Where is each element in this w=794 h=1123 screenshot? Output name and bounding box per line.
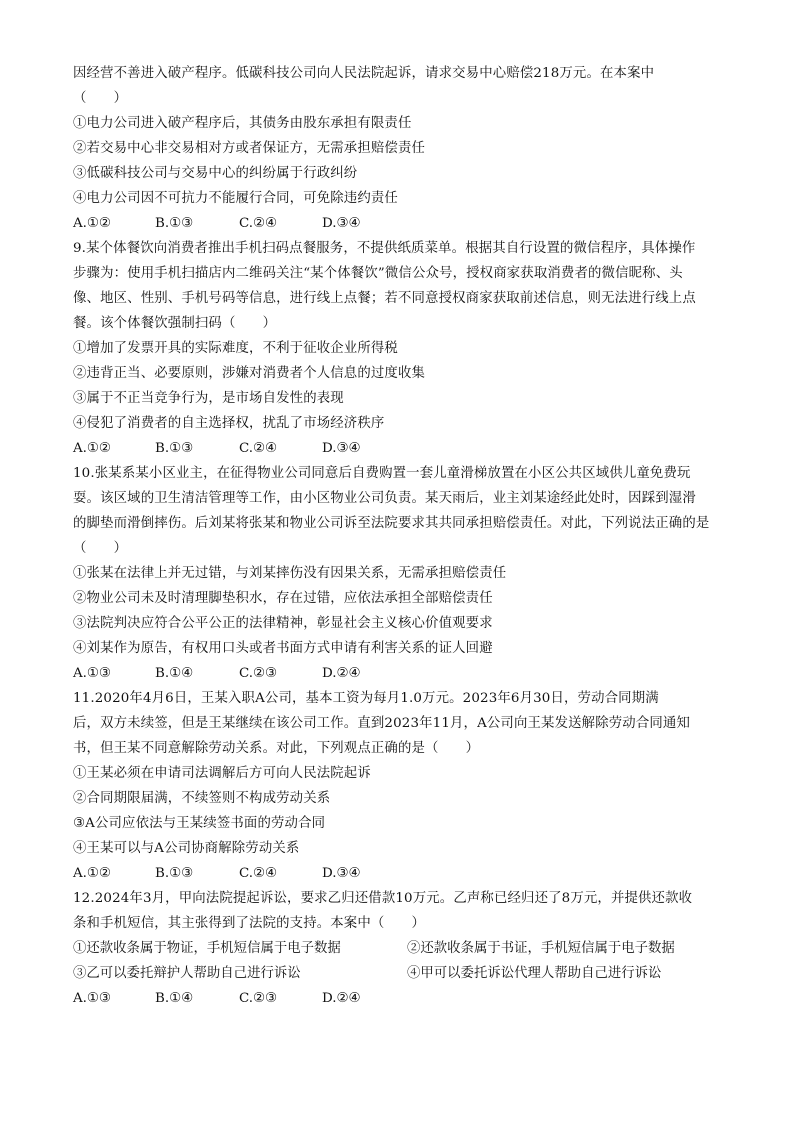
question-stem: 像、地区、性别、手机号码等信息，进行线上点餐；若不同意授权商家获取前述信息，则无法进行线上点 — [73, 291, 696, 306]
answer-choice-b: B.①④ — [155, 991, 194, 1006]
answer-choice-d: D.②④ — [322, 666, 361, 681]
option: ③乙可以委托辩护人帮助自己进行诉讼 — [73, 966, 301, 981]
option: ①王某必须在申请司法调解后方可向人民法院起诉 — [73, 766, 371, 781]
option: ③属于不正当竞争行为，是市场自发性的表现 — [73, 391, 344, 406]
option: ④刘某作为原告，有权用口头或者书面方式申请有利害关系的证人回避 — [73, 641, 493, 656]
option: ①张某在法律上并无过错，与刘某摔伤没有因果关系，无需承担赔偿责任 — [73, 566, 507, 581]
option: ②违背正当、必要原则，涉嫌对消费者个人信息的过度收集 — [73, 366, 426, 381]
answer-choice-c: C.②④ — [239, 216, 278, 231]
question-stem: 餐。该个体餐饮强制扫码（ ） — [73, 316, 277, 331]
option: ②还款收条属于书证，手机短信属于电子数据 — [407, 941, 675, 956]
answer-choice-c: C.②④ — [239, 441, 278, 456]
answer-choice-b: B.①③ — [155, 216, 194, 231]
option: ②物业公司未及时清理脚垫积水，存在过错，应依法承担全部赔偿责任 — [73, 591, 493, 606]
answer-choice-a: A.①② — [73, 441, 111, 456]
answer-choice-a: A.①③ — [73, 666, 111, 681]
answer-choice-a: A.①② — [73, 216, 111, 231]
question-stem: （ ） — [73, 91, 128, 106]
option: ②若交易中心非交易相对方或者保证方，无需承担赔偿责任 — [73, 141, 426, 156]
answer-choice-b: B.①③ — [155, 441, 194, 456]
answer-choice-a: A.①② — [73, 866, 111, 881]
option: ③法院判决应符合公平公正的法律精神，彰显社会主义核心价值观要求 — [73, 616, 493, 631]
question-stem: 步骤为：使用手机扫描店内二维码关注“某个体餐饮”微信公众号，授权商家获取消费者的微信昵称、头 — [73, 266, 683, 281]
option: ④侵犯了消费者的自主选择权，扰乱了市场经济秩序 — [73, 416, 385, 431]
option: ①电力公司进入破产程序后，其债务由股东承担有限责任 — [73, 116, 412, 131]
option: ②合同期限届满，不续签则不构成劳动关系 — [73, 791, 331, 806]
question-stem: 的脚垫而滑倒摔伤。后刘某将张某和物业公司诉至法院要求其共同承担赔偿责任。对此，下列说法正确的是 — [73, 516, 710, 531]
answer-choice-c: C.②④ — [239, 866, 278, 881]
question-stem: 因经营不善进入破产程序。低碳科技公司向人民法院起诉，请求交易中心赔偿218万元。在本案中 — [73, 66, 655, 81]
answer-choice-a: A.①③ — [73, 991, 111, 1006]
option: ①增加了发票开具的实际难度，不利于征收企业所得税 — [73, 341, 398, 356]
answer-choice-c: C.②③ — [239, 991, 278, 1006]
question-stem: 10.张某系某小区业主，在征得物业公司同意后自费购置一套儿童滑梯放置在小区公共区域供儿童免费玩 — [73, 466, 691, 481]
answer-choice-c: C.②③ — [239, 666, 278, 681]
option: ①还款收条属于物证，手机短信属于电子数据 — [73, 941, 341, 956]
answer-choice-b: B.①④ — [155, 666, 194, 681]
option: ④甲可以委托诉讼代理人帮助自己进行诉讼 — [407, 966, 662, 981]
answer-choice-d: D.③④ — [322, 216, 361, 231]
question-stem: 9.某个体餐饮向消费者推出手机扫码点餐服务，不提供纸质菜单。根据其自行设置的微信程序，具体操作 — [73, 241, 696, 256]
question-stem: 后，双方未续签，但是王某继续在该公司工作。直到2023年11月，A公司向王某发送解除劳动合同通知 — [73, 716, 690, 731]
question-stem: 11.2020年4月6日，王某入职A公司，基本工资为每月1.0万元。2023年6月30日，劳动合同期满 — [73, 691, 659, 706]
option: ④王某可以与A公司协商解除劳动关系 — [73, 841, 300, 856]
answer-choice-d: D.③④ — [322, 866, 361, 881]
question-stem: 耍。该区域的卫生清洁管理等工作，由小区物业公司负责。某天雨后，业主刘某途经此处时，因踩到湿滑 — [73, 491, 696, 506]
question-stem: 条和手机短信，其主张得到了法院的支持。本案中（ ） — [73, 916, 426, 931]
answer-choice-b: B.①③ — [155, 866, 194, 881]
question-stem: 12.2024年3月，甲向法院提起诉讼，要求乙归还借款10万元。乙声称已经归还了8万元，并提供还款收 — [73, 891, 693, 906]
option: ④电力公司因不可抗力不能履行合同，可免除违约责任 — [73, 191, 398, 206]
question-stem: （ ） — [73, 541, 128, 556]
option: ③低碳科技公司与交易中心的纠纷属于行政纠纷 — [73, 166, 358, 181]
question-stem: 书，但王某不同意解除劳动关系。对此，下列观点正确的是（ ） — [73, 741, 480, 756]
option: ③A公司应依法与王某续签书面的劳动合同 — [73, 816, 326, 831]
answer-choice-d: D.②④ — [322, 991, 361, 1006]
answer-choice-d: D.③④ — [322, 441, 361, 456]
